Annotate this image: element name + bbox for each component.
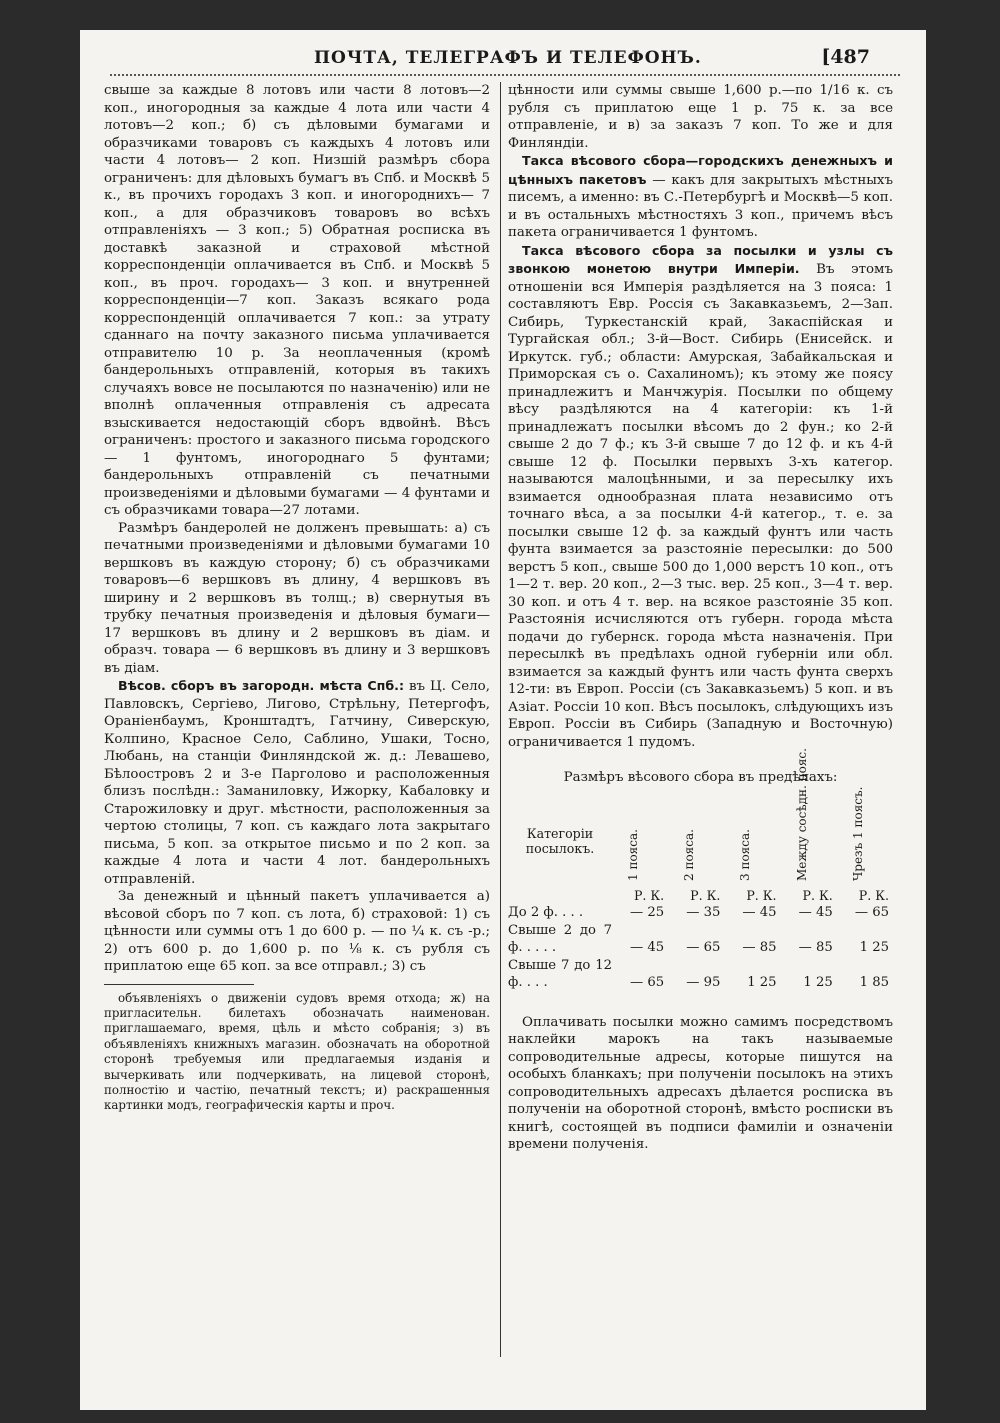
table-cell: — 35 [686,905,721,920]
table-unit: Р. К. [746,887,777,903]
paragraph [508,152,893,242]
table-cell: 1 25 [803,975,833,990]
table-column-header: Чрезъ 1 поясъ. [850,786,865,881]
table-cell: — 65 [630,975,665,990]
running-title: ПОЧТА, ТЕЛЕГРАФЪ И ТЕЛЕФОНЪ. [314,48,702,68]
paragraph: Размѣръ бандеролей не долженъ превышать: а) съ печатными произведеніями и дѣловыми бумагами 10 вершковъ въ каждую сторону; б) съ образчиками товаровъ—6 вершковъ въ длину, 4 вершковъ въ ширину и 2 вершковъ въ толщ.; в) свернутыя въ трубку печатныя произведенія и дѣловыя бумаги— 17 вершковъ въ длину и 2 вершковъ въ діам. и образч. товара — 6 вершковъ въ длину и 3 вершковъ въ діам. [104,520,490,676]
right-column [508,82,893,1154]
table-header-row [508,795,893,887]
column-divider [500,82,501,1357]
paragraph-heading: Такса вѣсового сбора за посылки и узлы съ звонкою монетою внутри Имперіи. [508,242,893,276]
table-row [508,904,893,922]
table-unit-row [508,887,893,905]
table-cell: — 45 [742,905,777,920]
table-unit: Р. К. [633,887,665,903]
paragraph [508,242,893,752]
table-row-label: Свыше 7 до 12 ф. . . . [508,957,612,990]
table-unit: Р. К. [802,887,833,903]
paragraph [104,677,490,888]
table-row [508,922,893,957]
table-cell: 1 85 [859,975,889,990]
paragraph-body: Въ этомъ отношеніи вся Имперія раздѣляется на 3 пояса: 1 составляютъ Евр. Россія съ Закавказьемъ, 2—Зап. Сибирь, Туркестанскій край, Закаспійская и Тургайская обл.; 3-й—Вост. Сибирь (Енисейск. и Иркутск. губ.; области: Амурская, Забайкальская и Приморская съ о. Сахалиномъ); къ этому же поясу принадлежитъ и Манчжурія. Посылки по общему вѣсу раздѣляются на 4 категоріи: къ 1-й принадлежатъ посылки вѣсомъ до 2 фун.; ко 2-й свыше 2 до 7 ф.; къ 3-й свыше 7 до 12 ф. и къ 4-й свыше 12 ф. Посылки первыхъ 3-хъ категор. называются малоцѣнными, и за пересылку ихъ взимается однообразная плата независимо отъ точнаго вѣса, а за посылки 4-й категор., т. е. за посылки свыше 12 ф. за каждый фунтъ или часть фунта взимается за разстояніе пересылки: до 500 верстъ 5 коп., свыше 500 до 1,000 верстъ 10 коп., отъ 1—2 т. вер. 20 коп., 2—3 тыс. вер. 25 коп., 3—4 т. вер. 30 коп. и отъ 4 т. вер. на всякое разстояніе 35 коп. Разстоянія исчисляются отъ губерн. города мѣста подачи до губернск. города мѣста назначенія. При пересылкѣ въ предѣлахъ одной губерніи или обл. взимается за каждый фунтъ или часть фунта сверхъ 12-ти: въ Европ. Россіи (съ Закавказьемъ) 5 коп. и въ Азіат. Россіи 10 коп. Вѣсъ посылокъ, слѣдующихъ изъ Европ. Россіи въ Сибирь (Западную и Восточную) ограничивается 1 пудомъ. [508,262,893,750]
table-row-label: До 2 ф. . . . [508,905,584,920]
table-cell: — 45 [630,940,665,955]
table-corner-label: Категоріи посылокъ. [525,825,595,856]
left-column [104,82,490,1114]
table-cell: 1 25 [747,975,777,990]
table-cell: — 95 [686,975,721,990]
paragraph: За денежный и цѣнный пакетъ уплачивается а) вѣсовой сборъ по 7 коп. съ лота, б) страховой: 1) съ цѣнности или суммы отъ 1 до 600 р. — по ¼ к. съ -р.; 2) отъ 600 р. до 1,600 р. по ⅛ к. съ рубля съ приплатою еще 65 коп. за все отправл.; 3) съ [104,889,490,974]
table-row [508,957,893,992]
paragraph: свыше за каждые 8 лотовъ или части 8 лотовъ—2 коп., иногородныя за каждые 4 лота или части 4 лотовъ—2 коп.; б) съ дѣловыми бумагами и образчиками товаровъ съ каждыхъ 4 лотовъ или части 4 лотовъ— 2 коп. Низшій размѣръ сбора ограниченъ: для дѣловыхъ бумагъ въ Спб. и Москвѣ 5 к., въ прочихъ городахъ 3 коп. и иногороднихъ— 7 коп., а для образчиковъ товаровъ во всѣхъ отправленіяхъ — 3 коп.; 5) Обратная росписка въ доставкѣ заказной и страховой мѣстной корреспонденціи оплачивается въ Спб. и Москвѣ 5 коп., въ проч. городахъ— 3 коп. и внутренней корреспонденціи—7 коп. Заказъ всякаго рода корреспонденцій оплачивается 7 коп.: за утрату сданнаго на почту заказного письма уплачивается отправителю 10 р. За неоплаченныя (кромѣ бандерольныхъ отправленій, которыя въ такихъ случаяхъ вовсе не посылаются по назначенію) или не вполнѣ оплаченныя отправленія съ адресата взыскивается недостающій сборъ вдвойнѣ. Вѣсъ ограниченъ: простого и заказного письма городского — 1 фунтомъ, иногороднаго 5 фунтами; бандерольныхъ отправленій съ печатными произведеніями и дѣловыми бумагами — 4 фунтами и съ образчиками товара—27 лотами. [104,83,490,518]
table-row-label: Свыше 2 до 7 ф. . . . . [508,922,612,955]
page-number: [487 [821,46,870,68]
table-column-header: 1 пояса. [626,828,641,881]
table-unit: Р. К. [690,887,721,903]
table-title: Размѣръ вѣсового сбора въ предѣлахъ: [563,770,838,785]
table-cell: — 65 [686,940,721,955]
table-column-header: 2 пояса. [682,828,697,881]
paragraph: Оплачивать посылки можно самимъ посредствомъ наклейки марокъ на такъ называемые сопроводительные адресы, которые пишутся на особыхъ бланкахъ; при полученіи посылокъ на этихъ сопроводительныхъ адресахъ дѣлается росписка въ полученіи на оборотной сторонѣ, вмѣсто росписки въ книгѣ, состоящей въ подписи фамиліи и означеніи времени полученія. [508,1014,893,1152]
table-cell: — 85 [742,940,777,955]
paragraph-heading: Такса вѣсового сбора—городскихъ денежныхъ и цѣнныхъ пакетовъ [508,153,893,187]
table-cell: — 45 [798,905,833,920]
page-header [104,42,894,76]
table-column-header: Между сосѣдн. пояс. [794,747,809,881]
table-cell: — 25 [630,905,665,920]
table-unit: Р. К. [858,887,889,903]
table-cell: — 65 [854,905,889,920]
paragraph-body: — какъ для закрытыхъ мѣстныхъ писемъ, а именно: въ С.-Петербургѣ и Москвѣ—5 коп. и въ остальныхъ мѣстностяхъ 3 коп., причемъ вѣсъ пакета ограничивается 1 фунтомъ. [508,172,893,240]
paragraph-body: въ Ц. Село, Павловскъ, Сергіево, Лигово, Стрѣльну, Петергофъ, Ораніенбаумъ, Кронштадтъ, Гатчину, Сиверскую, Колпино, Красное Село, Саблино, Ушаки, Тосно, Любань, на станціи Финляндской ж. д.: Левашево, Бѣлоостровъ 2 и 3-е Парголово и расположенныя близъ послѣдн.: Заманиловку, Ижорку, Кабаловку и Старожиловку и друг. мѣстности, расположенныя за чертою столицы, 7 коп. съ каждаго лота закрытаго письма, 5 коп. за открытое письмо и по 2 коп. за каждые 4 лота и части 4 лот. бандерольныхъ отправленій. [104,679,490,887]
table-column-header: 3 пояса. [738,828,753,881]
paragraph: цѣнности или суммы свыше 1,600 р.—по 1/16 к. съ рубля съ приплатою еще 1 р. 75 к. за все отправленіе, и в) за заказъ 7 коп. То же и для Финляндіи. [508,83,893,151]
footnote-rule [104,984,254,985]
table-cell: — 85 [798,940,833,955]
footnote: объявленіяхъ о движеніи судовъ время отхода; ж) на пригласительн. билетахъ обозначать наименован. приглашаемаго, время, цѣль и мѣсто собранія; з) въ объявленіяхъ книжныхъ магазин. обозначать на оборотной сторонѣ требуемыя или предлагаемыя изданія и вычеркивать или подчеркивать, на лицевой сторонѣ, полностію и частію, печатный текстъ; и) раскрашенныя картинки модъ, географическія карты и проч. [104,990,490,1113]
paragraph-heading: Вѣсов. сборъ въ загородн. мѣста Спб.: [118,678,404,693]
table-cell: 1 25 [859,940,889,955]
